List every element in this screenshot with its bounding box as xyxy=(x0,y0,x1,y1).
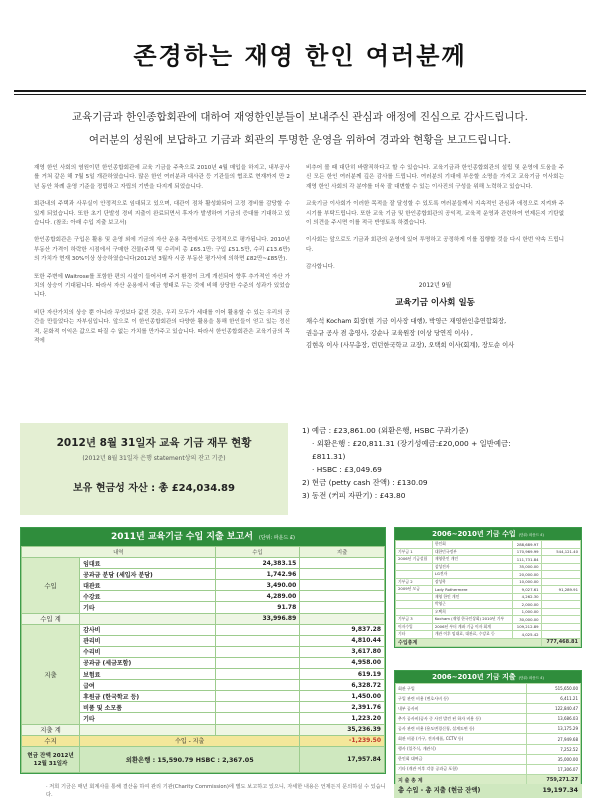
item-name: 비품 및 소모품 xyxy=(80,702,216,713)
table-row xyxy=(396,684,581,694)
table-row xyxy=(396,704,581,714)
amount-cell: 4,025.42 xyxy=(512,631,541,639)
expense-item: 구입 관련 비용 (변호사비 등) xyxy=(396,694,527,704)
amount-cell: 288,689.97 xyxy=(512,541,541,549)
item-name: 후원금 (한국학교 등) xyxy=(80,691,216,702)
column-header: 수입 xyxy=(215,547,300,558)
cash-assets-total: 보유 현금성 자산 : 총 £24,034.89 xyxy=(73,483,235,494)
expense-item: 공사 관련 비용 (용도변경신청, 설계도면 등) xyxy=(396,724,527,734)
finance-status-line: 3) 동전 (커피 자판기) : £43.80 xyxy=(302,491,406,500)
expense-amount xyxy=(300,602,385,613)
spacer-cell xyxy=(300,613,385,624)
spacer-cell xyxy=(215,713,300,724)
donor-cell: 박영근 xyxy=(432,601,512,609)
item-name: 공과금 분담 (세입자 분담) xyxy=(80,569,216,580)
table-title xyxy=(21,528,385,546)
net-label: 수지 xyxy=(22,735,80,746)
amount-cell: 35,000.00 xyxy=(512,563,541,571)
spacer-cell xyxy=(215,657,300,668)
table-row xyxy=(396,608,581,616)
net-value: -1,239.50 xyxy=(300,735,385,746)
amount-cell: 109,212.89 xyxy=(512,623,541,631)
section-label: 지출 xyxy=(22,624,80,724)
table-title xyxy=(395,528,581,540)
body-paragraph: 또한 주변에 Waitrose를 포함한 편의 시설이 들어서며 주거 환경이 크게 개선되어 향후 추가적인 자산 가치의 상승이 기대됩니다. 따라서 자산 운용에서 예금 형태로 두는 것에 비해 상당한 수준의 성과가 있었습니다. xyxy=(34,273,290,299)
group-cell: 이자수입 xyxy=(396,623,433,631)
subtotal-cell: 544,121.40 xyxy=(541,548,580,556)
table-row xyxy=(396,541,581,549)
expense-value: 6,411.21 xyxy=(526,694,580,704)
table-unit: (단위: 파운드 £) xyxy=(258,535,296,541)
title-rule xyxy=(14,90,586,92)
table-row xyxy=(396,578,581,586)
table-row xyxy=(396,744,581,754)
expense-amount: 2,391.76 xyxy=(300,702,385,713)
group-cell: 기부금 1 xyxy=(396,548,433,556)
intro-line-2: 여러분의 성원에 보답하고 기금과 회관의 투명한 운영을 위하여 경과와 현황을 보고드립니다. xyxy=(88,134,512,146)
finance-status-line: 2) 현금 (petty cash 잔액) : £130.09 xyxy=(302,478,428,487)
group-cell xyxy=(396,571,433,579)
table-header-row xyxy=(22,547,385,558)
page-title: 존경하는 재영 한인 여러분께 xyxy=(133,41,467,70)
amount-cell: 4,262.30 xyxy=(512,593,541,601)
subtotal-cell xyxy=(541,608,580,616)
column-header: 지출 xyxy=(300,547,385,558)
table-row xyxy=(396,593,581,601)
expense-value: 27,949.68 xyxy=(526,734,580,744)
expense-amount: 6,328.72 xyxy=(300,680,385,691)
footnote: · 저희 기금은 매년 회계사를 통해 결산을 하여 관리 기관(Charity Commission)에 별도 보고하고 있으니, 자세한 내용은 언제든지 문의하실 수 있습니다. xyxy=(46,784,386,798)
net-row xyxy=(22,735,385,746)
finance-status-detail xyxy=(302,424,542,502)
subtotal-cell xyxy=(541,631,580,639)
spacer-cell xyxy=(215,669,300,680)
net-formula: 수입 - 지출 xyxy=(80,735,300,746)
amount-cell: 170,969.99 xyxy=(512,548,541,556)
income-expense-table-2011 xyxy=(20,527,386,774)
total-value: 759,271.27 xyxy=(526,774,580,786)
subtotal-cell xyxy=(541,563,580,571)
spacer-cell xyxy=(215,680,300,691)
notice-page xyxy=(14,14,586,798)
item-name: 급여 xyxy=(80,680,216,691)
income-amount: 91.78 xyxy=(215,602,300,613)
table-row xyxy=(396,571,581,579)
table-row xyxy=(396,601,581,609)
total-label: 수입총계 xyxy=(396,638,542,646)
body-column-left xyxy=(34,164,290,355)
subtotal-cell: 91,289.91 xyxy=(541,586,580,594)
spacer-cell xyxy=(215,702,300,713)
group-cell xyxy=(396,608,433,616)
signatory-line: 김현옥 이사 (사무총장, 런던한국학교 교장), 오택희 이사(회계), 장도순 이사 xyxy=(306,342,515,350)
donor-cell: LG전자 xyxy=(432,571,512,579)
table-unit: (단위: 파운드 £) xyxy=(518,533,544,537)
expense-item: 기타 (개관 이후 각종 공과금 포함) xyxy=(396,764,527,774)
group-cell: 기부금 3 xyxy=(396,616,433,624)
expense-amount: 3,617.80 xyxy=(300,646,385,657)
item-name: 보험료 xyxy=(80,669,216,680)
expense-value: 17,306.07 xyxy=(526,764,580,774)
balance-row xyxy=(22,746,385,772)
item-name: 공과금 (세금포함) xyxy=(80,657,216,668)
item-name: 관리비 xyxy=(80,635,216,646)
group-cell xyxy=(396,541,433,549)
donor-cell: Lady Rothermere xyxy=(432,586,512,594)
income-grand-total-row xyxy=(396,638,581,646)
table-title-text: 2011년 교육기금 수입 지출 보고서 xyxy=(110,532,253,542)
finance-status-heading: 2012년 8월 31일자 교육 기금 재무 현황 xyxy=(56,437,252,449)
group-cell xyxy=(396,601,433,609)
spacer-cell xyxy=(215,724,300,735)
table-row xyxy=(396,754,581,764)
subtotal-cell xyxy=(541,578,580,586)
amount-cell: 1,000.00 xyxy=(512,608,541,616)
body-paragraph: 비단 자산가치의 상승 뿐 아니라 무엇보다 값진 것은, 우리 모두가 세대를 이어 활용할 수 있는 우리의 공간을 만들었다는 자부심입니다. 앞으로 이 한인종합회관의 다양한 활용을 통해 한인들이 얻고 있는 정신적, 문화적 이익은 값으로 따질 수 없는 가치를 만가주고 있습니다. 따라서 한인종합회관은 교육기금의 목적에 xyxy=(34,309,290,345)
table-row xyxy=(22,558,385,569)
spacer-cell xyxy=(215,646,300,657)
amount-cell: 111,731.84 xyxy=(512,556,541,564)
table-row xyxy=(396,556,581,564)
item-name: 대관료 xyxy=(80,580,216,591)
income-total-row xyxy=(22,613,385,624)
signatory-org: 교육기금 이사회 일동 xyxy=(395,298,475,309)
body-paragraph: 회관내의 주택과 사무실이 안정적으로 임대되고 있으며, 대관이 점차 활성화되어 고정 경비를 감당할 수 있게 되었습니다. 또한 초기 단발성 경비 지출이 완료되면서 후자가 발생하여 기금의 증대를 기대하고 있습니다. (참조: 아래 수입 지출 보고서) xyxy=(34,201,290,227)
body-paragraph: 비추어 볼 때 대단히 바람직하다고 할 수 있습니다. 교육기금과 한인종합회관의 설립 및 운영에 도움을 주신 모든 한인 여러분께 깊은 감사를 드립니다. 여러분의 기대에 부응할 소명을 가지고 교육기금 이사회는 재영 한인 사회의 각 분야를 더욱 잘 대변할 수 있는 이사진의 구성을 위해 노력하고 있습니다. xyxy=(306,165,564,190)
net-cash-balance xyxy=(394,784,582,798)
expense-amount: 619.19 xyxy=(300,669,385,680)
finance-status-sub: (2012년 8월 31일자 은행 statement상의 잔고 기준) xyxy=(82,455,226,462)
expense-item: 한인회 대여금 xyxy=(396,754,527,764)
table-row xyxy=(396,631,581,639)
income-table-2006-2010 xyxy=(394,527,582,648)
expense-item: 회관 비품 (가구, 전자제품, CCTV 등) xyxy=(396,734,527,744)
finance-status-box xyxy=(20,423,288,515)
spacer-cell xyxy=(215,691,300,702)
expense-value: 122,840.47 xyxy=(526,704,580,714)
income-amount: 1,742.96 xyxy=(215,569,300,580)
signatory-line: 채수석 Kocham 회장(현 기금 이사장 대행), 박영근 재영한인총연합회장, xyxy=(306,318,507,326)
group-cell: 기타 xyxy=(396,631,433,639)
balance-total: 17,957.84 xyxy=(300,746,385,772)
income-amount: 4,289.00 xyxy=(215,591,300,602)
amount-cell: 20,000.00 xyxy=(512,571,541,579)
intro-line-1: 교육기금과 한인종합회관에 대하여 재영한인분들이 보내주신 관심과 애정에 진심으로 감사드립니다. xyxy=(71,111,529,123)
income-total: 33,996.89 xyxy=(215,613,300,624)
subtotal-cell xyxy=(541,556,580,564)
body-paragraph: 한인종합회관은 구입은 활용 및 운영 외에 기금의 자산 운용 측면에서도 긍정적으로 평가됩니다. 2010년 부동산 가격이 하락한 시점에서 구매한 건물(주택 및 수리비 총 £65.1만: 구입 £51.5만, 수리 £13.6만)의 가치가 현재 30%이상 상승하였습니다(2012년 3월자 시공 부동산 평가서에 의하면 £82만~£85만). xyxy=(34,237,290,263)
balance-detail: 외환은행 : 15,590.79 HSBC : 2,367.05 xyxy=(80,746,300,772)
expense-amount xyxy=(300,558,385,569)
table-row xyxy=(396,586,581,594)
spacer-cell xyxy=(215,635,300,646)
signatory-line: 권응규 공사 겸 총영사, 강순나 교육원장 (이상 당연직 이사) , xyxy=(306,330,473,338)
donor-cell: 장성학 xyxy=(432,578,512,586)
amount-cell: 30,000.00 xyxy=(512,616,541,624)
table-row xyxy=(396,764,581,774)
group-cell xyxy=(396,563,433,571)
amount-cell: 2,000.00 xyxy=(512,601,541,609)
expense-value: 13,686.03 xyxy=(526,714,580,724)
finance-status-line: 1) 예금 : £23,861.00 (외환은행, HSBC 구좌기준) xyxy=(302,426,469,435)
item-name: 감사비 xyxy=(80,624,216,635)
finance-status-line: · HSBC : £3,049.69 xyxy=(312,465,382,474)
expense-total-row xyxy=(22,724,385,735)
item-name: 수리비 xyxy=(80,646,216,657)
subtotal-cell xyxy=(541,623,580,631)
body-paragraph: 이사회는 앞으로도 기금과 회관의 운영에 있어 투명하고 공정하게 이를 집행할 것을 다시 한번 약속 드립니다. xyxy=(306,237,564,253)
item-name: 임대료 xyxy=(80,558,216,569)
table-row xyxy=(396,724,581,734)
donor-cell: 대한민국정부 xyxy=(432,548,512,556)
expense-value: 7,252.52 xyxy=(526,744,580,754)
table-title xyxy=(395,671,581,683)
expense-value: 13,175.29 xyxy=(526,724,580,734)
body-paragraph: 재영 한인 사회의 염원이던 한인종합회관에 교육 기금을 주축으로 2010년 4월 매입을 하지고, 내부공사를 거쳐 같은 해 7월 5일 개관하였습니다. 많은 한인 여러분과 대사관 등 기관들의 협조로 현재까지 만 2년 동안 차례 운영 기준을 정립하고 자립의 기반을 다지게 되었습니다. xyxy=(34,165,290,190)
expense-amount xyxy=(300,591,385,602)
table-row xyxy=(396,694,581,704)
subtotal-cell xyxy=(541,571,580,579)
donor-cell: 한인회 xyxy=(432,541,512,549)
balance-label: 현금 잔액 2012년 12월 31일자 xyxy=(22,746,80,772)
subtotal-cell xyxy=(541,616,580,624)
table-row xyxy=(396,714,581,724)
donor-cell: 오택희 xyxy=(432,608,512,616)
donor-cell: 삼성전자 xyxy=(432,563,512,571)
body-column-right xyxy=(306,164,564,352)
income-amount: 3,490.00 xyxy=(215,580,300,591)
table-title-text: 2006~2010년 기금 수입 xyxy=(432,530,516,538)
donor-cell: 개관 이후 임대료, 대관료, 수강료 등 xyxy=(432,631,512,639)
donor-cell: 2006년 부터 계좌 기금 이자 회계 xyxy=(432,623,512,631)
expense-amount: 4,810.44 xyxy=(300,635,385,646)
total-value: 777,468.81 xyxy=(541,638,580,646)
letter-date: 2012년 9월 xyxy=(418,281,452,289)
donor-cell: Kocham (재영 한국인상회) 2010년 기부 xyxy=(432,616,512,624)
title-rule-thin xyxy=(14,94,586,95)
total-label: 지 출 총 계 xyxy=(396,774,527,786)
body-paragraph: 교육기금 이사회가 이러한 목적을 잘 달성할 수 있도록 여러분들께서 지속적인 관심과 애정으로 지켜봐 주시기를 부탁드립니다. 또한 교육 기금 및 한인종합회관의 공익적, 교육적 운영과 관련하여 언제든지 기탄없이 의견을 주시면 이를 적극 반영토록 하겠습니다. xyxy=(306,201,564,227)
table-row xyxy=(396,563,581,571)
expense-amount: 4,958.00 xyxy=(300,657,385,668)
expense-amount: 1,223.20 xyxy=(300,713,385,724)
signatory-names xyxy=(306,316,564,352)
expense-item: 내부 공사비 xyxy=(396,704,527,714)
expense-amount: 1,450.00 xyxy=(300,691,385,702)
spacer-cell xyxy=(80,613,216,624)
subtotal-cell xyxy=(541,541,580,549)
expense-value: 515,650.00 xyxy=(526,684,580,694)
table-row xyxy=(396,734,581,744)
group-cell: 2009년 모금 xyxy=(396,586,433,594)
subtotal-cell xyxy=(541,601,580,609)
group-cell: 기부금 2 xyxy=(396,578,433,586)
net-cash-label: 총 수입 - 총 지출 (현금 잔액) xyxy=(398,787,481,794)
total-label: 지출 계 xyxy=(22,724,80,735)
amount-cell: 10,000.00 xyxy=(512,578,541,586)
item-name: 기타 xyxy=(80,713,216,724)
donor-cell: 재영한인 개인 xyxy=(432,556,512,564)
expense-value: 35,000.00 xyxy=(526,754,580,764)
spacer-cell xyxy=(80,724,216,735)
donor-cell: 재영 한인 개인 xyxy=(432,593,512,601)
expense-total: 35,236.39 xyxy=(300,724,385,735)
subtotal-cell xyxy=(541,593,580,601)
section-label: 수입 xyxy=(22,558,80,613)
group-cell xyxy=(396,593,433,601)
total-label: 수입 계 xyxy=(22,613,80,624)
expense-item: 행사 (입주식, 개관식) xyxy=(396,744,527,754)
net-cash-value: 19,197.34 xyxy=(542,787,578,794)
table-row xyxy=(22,624,385,635)
amount-cell: 9,027.61 xyxy=(512,586,541,594)
item-name: 수강료 xyxy=(80,591,216,602)
column-header: 내역 xyxy=(22,547,216,558)
expense-amount xyxy=(300,569,385,580)
expense-item: 회관 구입 xyxy=(396,684,527,694)
body-paragraph: 감사합니다. xyxy=(306,264,335,271)
expense-table-2006-2010 xyxy=(394,670,582,788)
spacer-cell xyxy=(215,624,300,635)
item-name: 기타 xyxy=(80,602,216,613)
group-cell: 2006년 기금설립 xyxy=(396,556,433,564)
income-amount: 24,383.15 xyxy=(215,558,300,569)
finance-status-line: · 외환은행 : £20,811.31 (장기성예금:£20,000 + 일반예금:£811.31) xyxy=(312,439,511,461)
expense-amount: 9,837.28 xyxy=(300,624,385,635)
table-title-text: 2006~2010년 기금 지출 xyxy=(432,673,516,681)
expense-amount xyxy=(300,580,385,591)
table-row xyxy=(396,548,581,556)
expense-item: 추가 공사비(공사 중 사전 발견 된 하자 비용 등) xyxy=(396,714,527,724)
table-row xyxy=(396,623,581,631)
table-row xyxy=(396,616,581,624)
table-unit: (단위: 파운드 £) xyxy=(518,676,544,680)
